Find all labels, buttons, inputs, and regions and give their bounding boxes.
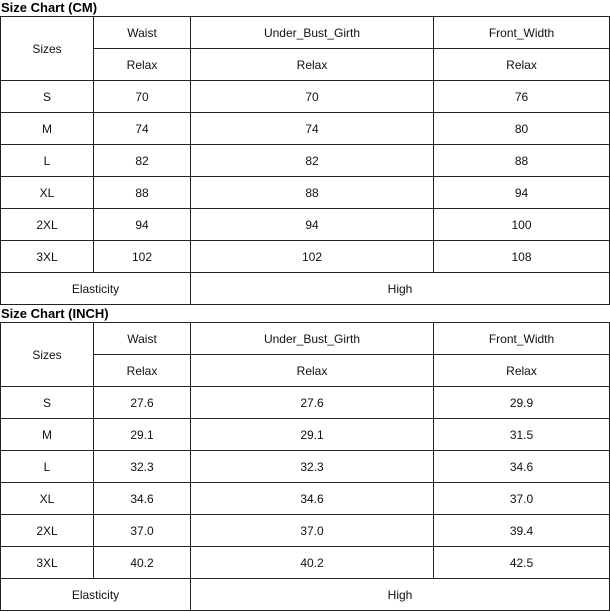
elasticity-label: Elasticity: [1, 273, 191, 305]
under-bust-girth-cell: 88: [191, 177, 434, 209]
under-bust-girth-cell: 102: [191, 241, 434, 273]
size-cell: S: [1, 387, 94, 419]
waist-cell: 74: [94, 113, 191, 145]
waist-header: Waist: [94, 17, 191, 49]
table-row: [1, 387, 610, 419]
front-width-cell: 42.5: [434, 547, 610, 579]
front-width-cell: 31.5: [434, 419, 610, 451]
header-row: [1, 17, 610, 49]
table-row: [1, 145, 610, 177]
under-bust-girth-fit: Relax: [191, 355, 434, 387]
size-cell: 2XL: [1, 515, 94, 547]
under-bust-girth-cell: 29.1: [191, 419, 434, 451]
table-row: [1, 515, 610, 547]
size-cell: M: [1, 419, 94, 451]
under-bust-girth-cell: 32.3: [191, 451, 434, 483]
front-width-cell: 88: [434, 145, 610, 177]
waist-cell: 40.2: [94, 547, 191, 579]
waist-fit: Relax: [94, 355, 191, 387]
front-width-fit: Relax: [434, 49, 610, 81]
header-row: [1, 323, 610, 355]
elasticity-row: [1, 579, 610, 611]
front-width-cell: 100: [434, 209, 610, 241]
front-width-header: Front_Width: [434, 323, 610, 355]
size-cell: 3XL: [1, 241, 94, 273]
under-bust-girth-cell: 40.2: [191, 547, 434, 579]
size-chart-inch-title: Size Chart (INCH): [1, 306, 109, 321]
waist-cell: 70: [94, 81, 191, 113]
under-bust-girth-cell: 70: [191, 81, 434, 113]
under-bust-girth-cell: 74: [191, 113, 434, 145]
waist-cell: 37.0: [94, 515, 191, 547]
waist-fit: Relax: [94, 49, 191, 81]
waist-cell: 82: [94, 145, 191, 177]
under-bust-girth-fit: Relax: [191, 49, 434, 81]
elasticity-value: High: [191, 579, 610, 611]
table-row: [1, 209, 610, 241]
under-bust-girth-header: Under_Bust_Girth: [191, 17, 434, 49]
table-row: [1, 547, 610, 579]
waist-cell: 34.6: [94, 483, 191, 515]
waist-cell: 102: [94, 241, 191, 273]
front-width-cell: 39.4: [434, 515, 610, 547]
table-row: [1, 81, 610, 113]
size-chart-inch-table: [0, 322, 610, 611]
waist-cell: 27.6: [94, 387, 191, 419]
front-width-cell: 94: [434, 177, 610, 209]
under-bust-girth-cell: 27.6: [191, 387, 434, 419]
front-width-fit: Relax: [434, 355, 610, 387]
table-row: [1, 419, 610, 451]
front-width-header: Front_Width: [434, 17, 610, 49]
size-cell: L: [1, 451, 94, 483]
size-chart-cm-title: Size Chart (CM): [1, 0, 98, 15]
front-width-cell: 34.6: [434, 451, 610, 483]
size-cell: M: [1, 113, 94, 145]
elasticity-label: Elasticity: [1, 579, 191, 611]
waist-header: Waist: [94, 323, 191, 355]
sizes-header: Sizes: [1, 323, 94, 387]
size-cell: S: [1, 81, 94, 113]
size-cell: 3XL: [1, 547, 94, 579]
under-bust-girth-cell: 82: [191, 145, 434, 177]
front-width-cell: 76: [434, 81, 610, 113]
size-cell: 2XL: [1, 209, 94, 241]
table-row: [1, 241, 610, 273]
elasticity-row: [1, 273, 610, 305]
waist-cell: 88: [94, 177, 191, 209]
under-bust-girth-cell: 34.6: [191, 483, 434, 515]
size-chart-cm-table: [0, 16, 610, 305]
under-bust-girth-header: Under_Bust_Girth: [191, 323, 434, 355]
waist-cell: 32.3: [94, 451, 191, 483]
elasticity-value: High: [191, 273, 610, 305]
waist-cell: 94: [94, 209, 191, 241]
table-row: [1, 177, 610, 209]
table-row: [1, 451, 610, 483]
size-cell: L: [1, 145, 94, 177]
under-bust-girth-cell: 37.0: [191, 515, 434, 547]
waist-cell: 29.1: [94, 419, 191, 451]
under-bust-girth-cell: 94: [191, 209, 434, 241]
front-width-cell: 108: [434, 241, 610, 273]
table-row: [1, 113, 610, 145]
sizes-header: Sizes: [1, 17, 94, 81]
front-width-cell: 37.0: [434, 483, 610, 515]
front-width-cell: 80: [434, 113, 610, 145]
size-cell: XL: [1, 177, 94, 209]
size-cell: XL: [1, 483, 94, 515]
table-row: [1, 483, 610, 515]
front-width-cell: 29.9: [434, 387, 610, 419]
